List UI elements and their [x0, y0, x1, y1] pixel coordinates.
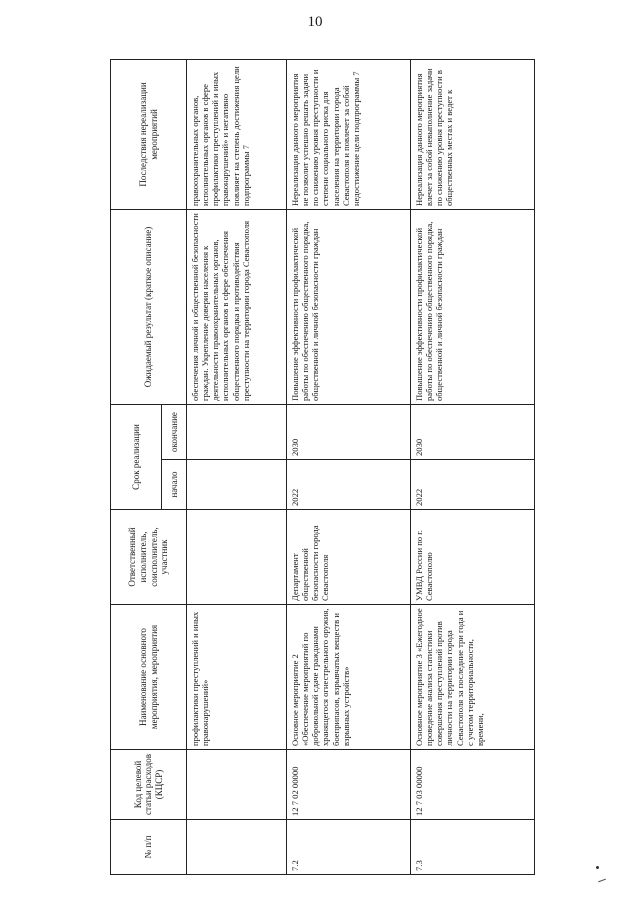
cell-end: 2030 [287, 405, 411, 460]
cell-consequences: Нереализация данного мероприятия не позволит успешно решать задачи по снижению уровня преступности и степени социального риска для населения на территории города Севастополя и повлечет за собой недостижение цели подпрограммы 7 [287, 60, 411, 210]
table-row [187, 60, 287, 875]
cell-responsible: Департамент общественной безопасности города Севастополя [287, 510, 411, 605]
cell-result: Повышение эффективности профилактической работы по обеспечению общественного порядка, общественной и личной безопасности граждан [411, 210, 535, 405]
scan-speck [596, 866, 599, 869]
table-row [287, 60, 411, 875]
header-code: Код целевой статьи расходов (КЦСР) [111, 750, 187, 820]
cell-num: 7.2 [287, 820, 411, 875]
cell-result: обеспечения личной и общественной безопасности граждан. Укрепление доверия населения к деятельности правоохранительных органов, исполнительных органов в сфере обеспечения общественного порядка и противодействия преступности на территории города Севастополя [187, 210, 287, 405]
cell-start [187, 460, 287, 510]
cell-consequences: правоохранительных органов, исполнительных органов в сфере профилактики преступлений и иных правонарушений» и негативно повлияет на степень достижения цели подпрограммы 7 [187, 60, 287, 210]
cell-consequences: Нереализация данного мероприятия влечет за собой невыполнение задачи по снижению уровня преступности в общественных местах и ведет к [411, 60, 535, 210]
header-name: Наименование основного мероприятия, мероприятия [111, 605, 187, 750]
cell-name: Основное мероприятие 2 «Обеспечение мероприятий по добровольной сдаче гражданами хранящегося огнестрельного оружия, боеприпасов, взрывчатых веществ и взрывных устройств» [287, 605, 411, 750]
cell-name: Основное мероприятие 3 «Ежегодное проведение анализа статистики совершения преступлений против личности на территории города Севастополя за последние три года и с учетом территориальности, времени, [411, 605, 535, 750]
header-period: Срок реализации [111, 405, 162, 510]
cell-start: 2022 [411, 460, 535, 510]
scan-mark [598, 879, 606, 883]
table-row [411, 60, 535, 875]
events-table [110, 59, 535, 875]
header-row [111, 60, 162, 875]
cell-responsible [187, 510, 287, 605]
cell-name: профилактики преступлений и иных правонарушений» [187, 605, 287, 750]
cell-code: 12 7 03 00000 [411, 750, 535, 820]
header-consequences: Последствия нереализации мероприятий [111, 60, 187, 210]
cell-responsible: УМВД России по г. Севастополю [411, 510, 535, 605]
cell-code: 12 7 02 00000 [287, 750, 411, 820]
header-num: № п/п [111, 820, 187, 875]
header-end: окончание [162, 405, 187, 460]
rotated-table-container [110, 60, 520, 875]
cell-code [187, 750, 287, 820]
cell-result: Повышение эффективности профилактической работы по обеспечению общественного порядка, общественной и личной безопасности граждан [287, 210, 411, 405]
cell-num [187, 820, 287, 875]
page-number: 10 [307, 14, 323, 30]
cell-num: 7.3 [411, 820, 535, 875]
header-responsible: Ответственный исполнитель, соисполнитель, участник [111, 510, 187, 605]
cell-start: 2022 [287, 460, 411, 510]
cell-end [187, 405, 287, 460]
header-start: начало [162, 460, 187, 510]
cell-end: 2030 [411, 405, 535, 460]
header-result: Ожидаемый результат (краткое описание) [111, 210, 187, 405]
